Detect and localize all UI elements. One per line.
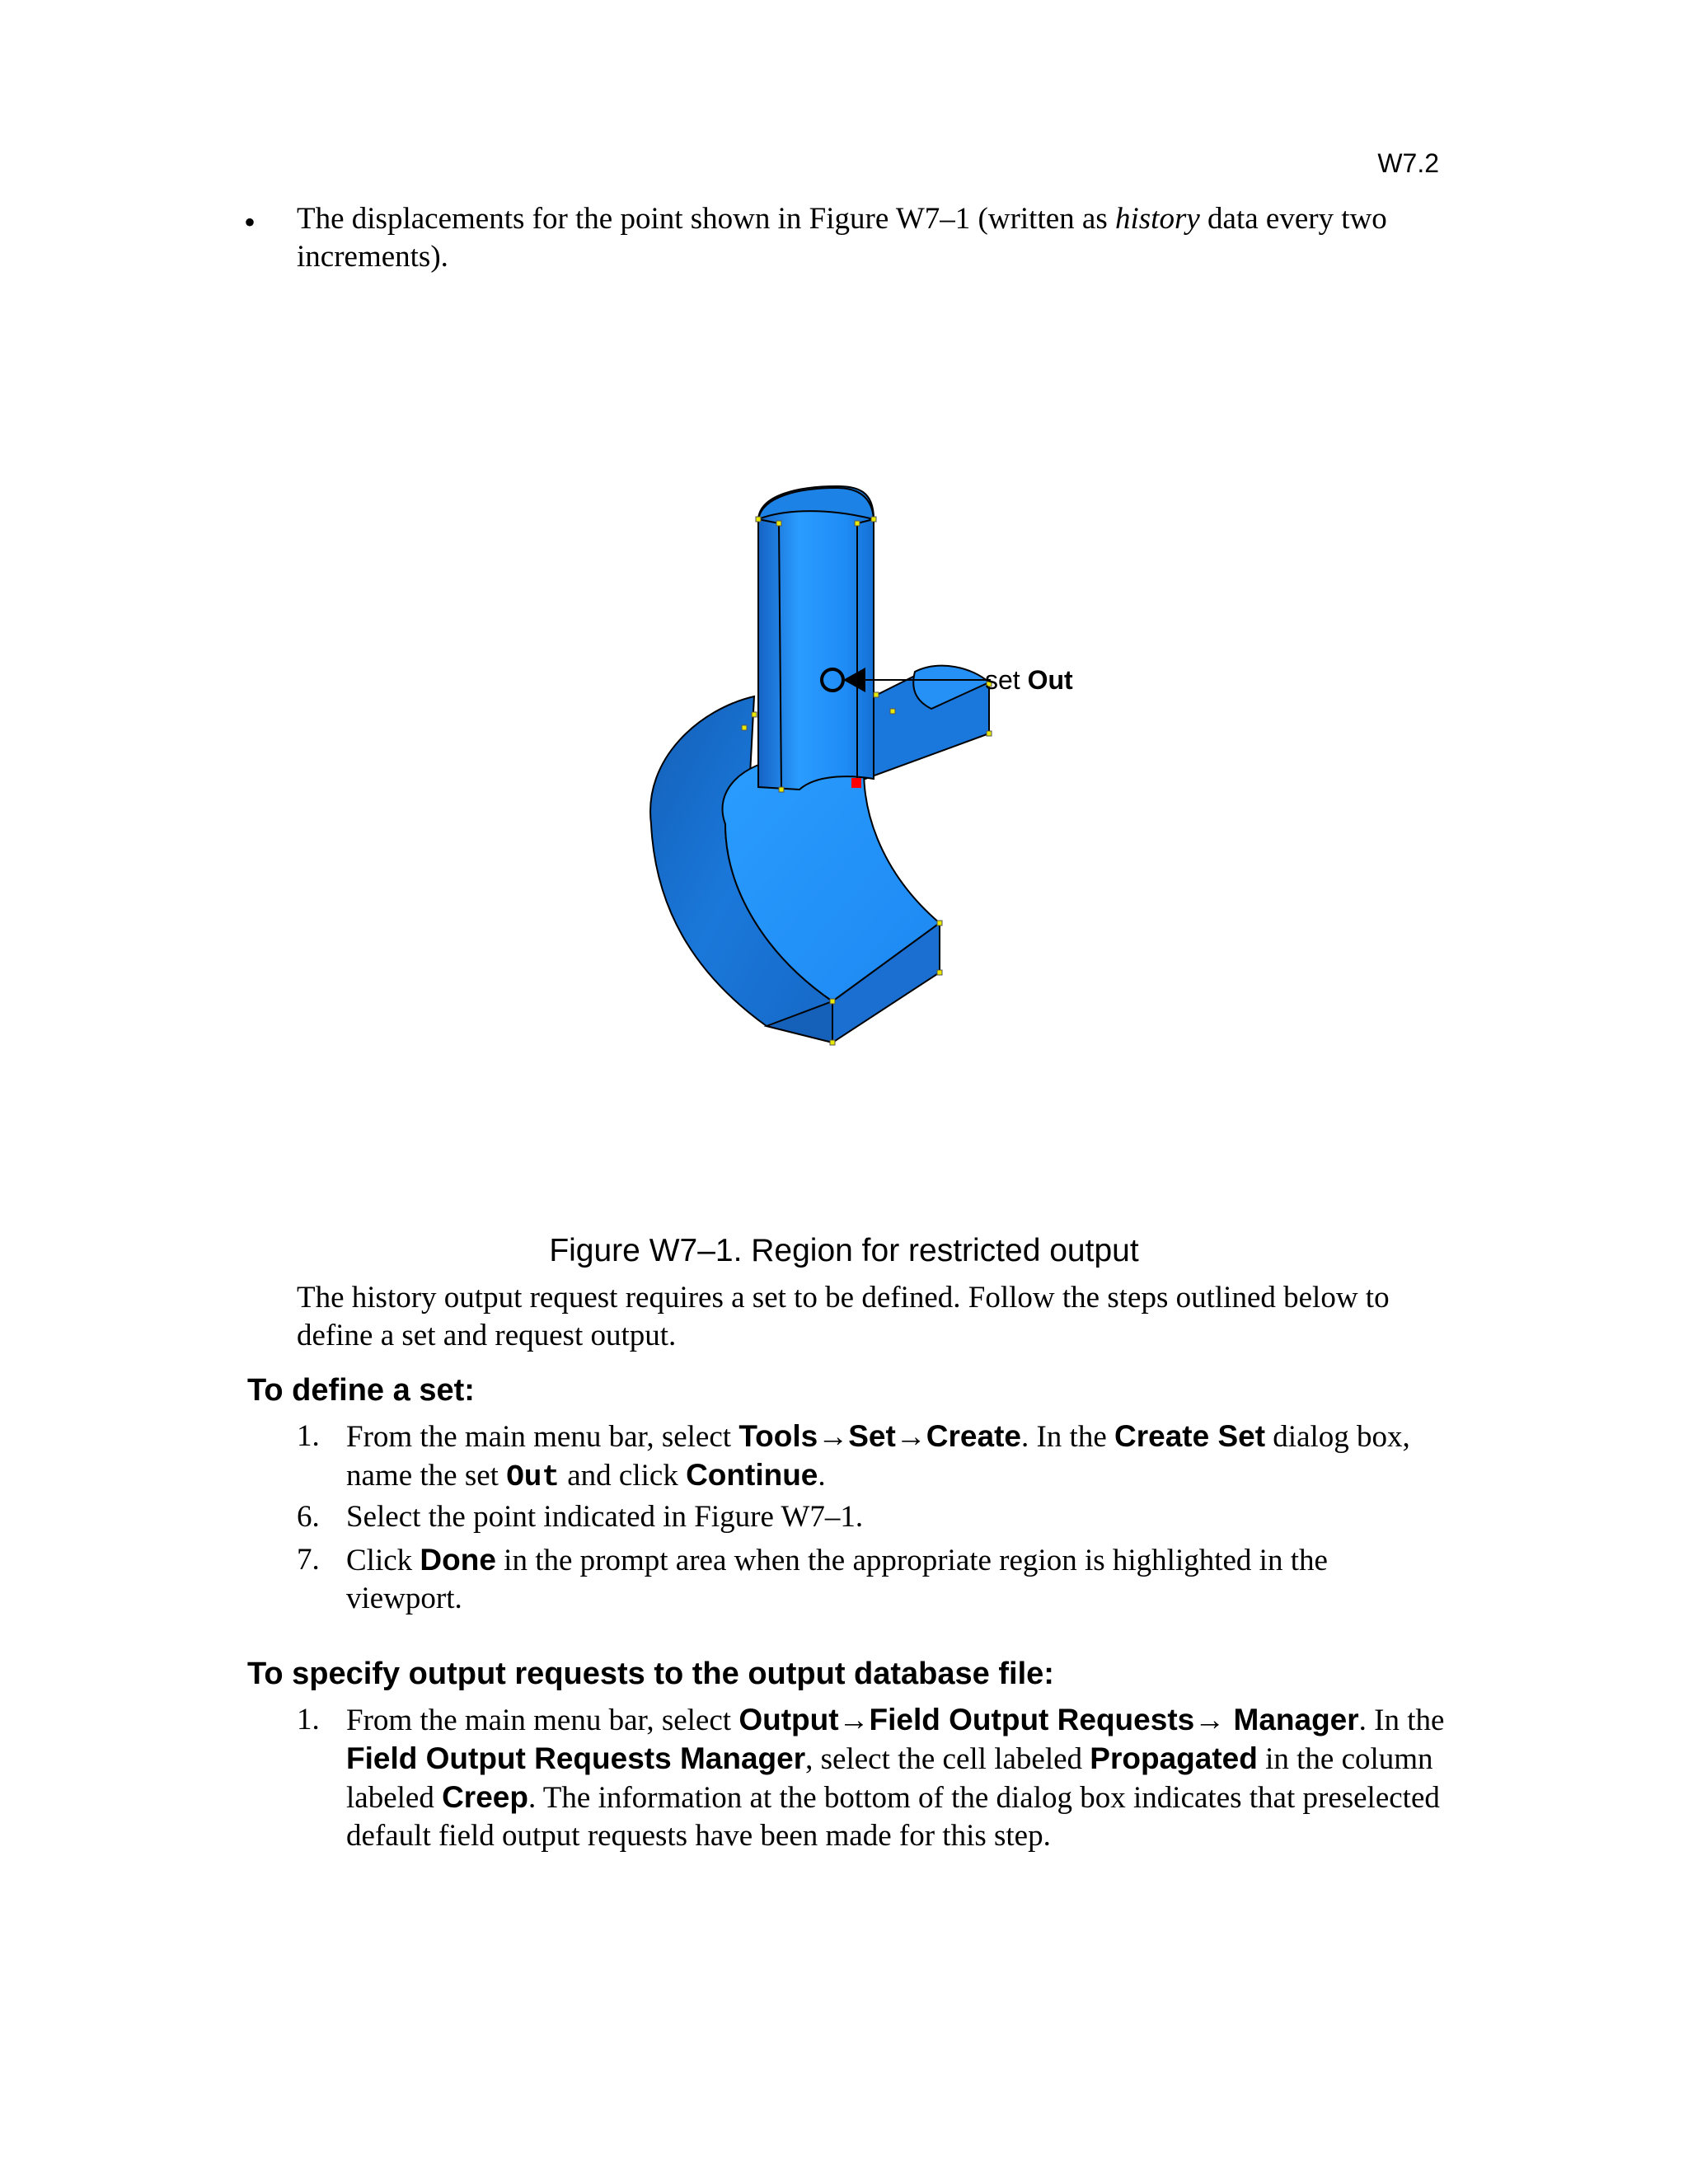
bullet-mark: •	[244, 204, 256, 241]
button-name: Done	[420, 1543, 496, 1577]
step-item	[297, 1701, 1451, 1855]
bullet-paragraph	[297, 200, 1434, 276]
set-name-code: Out	[506, 1460, 560, 1494]
dialog-name: Field Output Requests Manager	[346, 1741, 806, 1775]
section-heading-output-requests: To specify output requests to the output database file:	[247, 1657, 1054, 1691]
section-heading-define-set: To define a set:	[247, 1373, 475, 1408]
button-name: Continue	[686, 1458, 818, 1492]
bullet-emphasis: history	[1114, 202, 1200, 236]
figure-w7-1	[610, 313, 1236, 1154]
menu-path: Tools→Set→Create	[738, 1419, 1021, 1453]
dialog-name: Create Set	[1114, 1419, 1266, 1453]
menu-path: Output→Field Output Requests→ Manager	[738, 1703, 1359, 1736]
step-text: From the main menu bar, select Output→Field Output Requests→ Manager. In the Field Output Requests Manager, select the cell labeled Propagated in the column labeled Creep. The information at the bottom of the dialog box indicates that preselected default field output requests have been made for this step.	[346, 1703, 1445, 1853]
set-label-name: Out	[1027, 665, 1073, 695]
step-item	[297, 1541, 1451, 1618]
column-name: Creep	[442, 1780, 528, 1814]
step-number: 7.	[297, 1543, 320, 1577]
figure-caption: Figure W7–1. Region for restricted output	[549, 1233, 1139, 1268]
step-text: Click Done in the prompt area when the appropriate region is highlighted in the viewport.	[346, 1543, 1328, 1615]
step-item	[297, 1498, 1451, 1536]
selected-point	[851, 778, 861, 788]
bullet-text-part: The displacements for the point shown in Figure W7–1 (written as	[297, 202, 1115, 236]
step-text: From the main menu bar, select Tools→Set→Create. In the Create Set dialog box, name the set Out and click Continue.	[346, 1419, 1410, 1494]
step-number: 1.	[297, 1419, 320, 1453]
step-item	[297, 1418, 1451, 1497]
step-text: Select the point indicated in Figure W7–1.	[346, 1500, 864, 1534]
step-number: 1.	[297, 1703, 320, 1736]
intro-paragraph: The history output request requires a set to be defined. Follow the steps outlined below to define a set and request output.	[297, 1281, 1390, 1352]
page-number: W7.2	[1377, 148, 1439, 178]
cell-name: Propagated	[1090, 1741, 1258, 1775]
bullet-text-part: data every two increments).	[297, 202, 1387, 274]
set-label-plain: set	[985, 665, 1028, 695]
set-label	[985, 665, 1073, 695]
step-number: 6.	[297, 1500, 320, 1534]
